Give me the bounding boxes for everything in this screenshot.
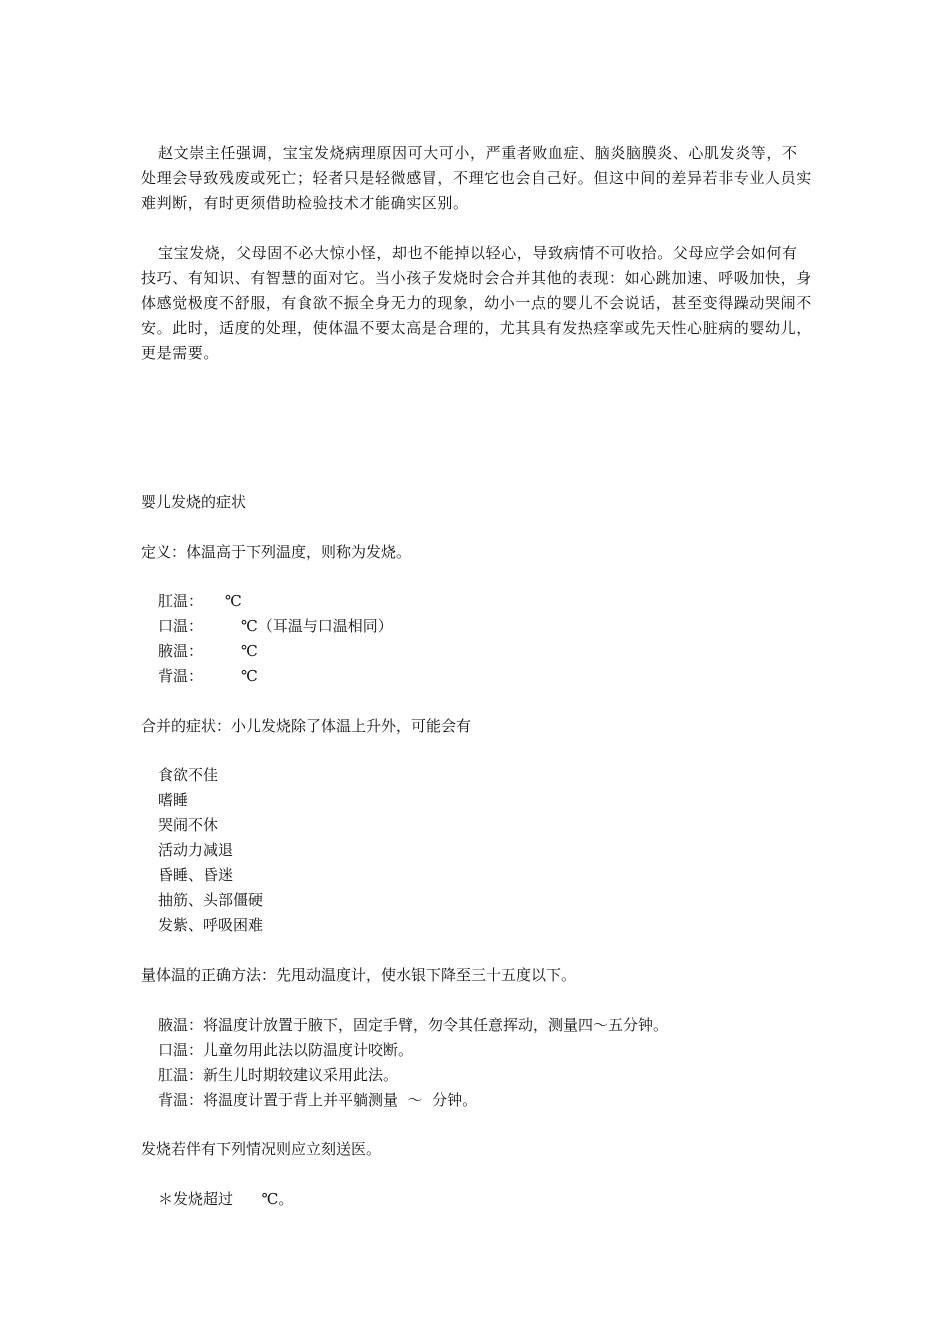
hospital-heading: 发烧若伴有下列情况则应立刻送医。 — [141, 1140, 382, 1158]
list-item: 背温：将温度计置于背上并平躺测量 ～ 分钟。 — [158, 1091, 478, 1109]
list-item: 活动力减退 — [158, 841, 234, 859]
list-item: 腋温：将温度计放置于腋下，固定手臂，勿令其任意挥动，测量四～五分钟。 — [158, 1016, 669, 1034]
measurement-heading: 量体温的正确方法：先甩动温度计，使水银下降至三十五度以下。 — [141, 966, 577, 984]
definition-label-rectal: 肛温： — [158, 592, 204, 610]
list-item: 口温：儿童勿用此法以防温度计咬断。 — [158, 1041, 414, 1059]
definition-value-back: ℃ — [241, 667, 258, 685]
list-item: 发紫、呼吸困难 — [158, 916, 264, 934]
list-item: 昏睡、昏迷 — [158, 866, 234, 884]
intro-paragraph-1: 赵文崇主任强调，宝宝发烧病理原因可大可小，严重者败血症、脑炎脑膜炎、心肌发炎等，不处理会导致残废或死亡；轻者只是轻微感冒，不理它也会自己好。但这中间的差异若非专业人员实难判断，有时更须借助检验技术才能确实区别。 — [141, 144, 812, 212]
intro-paragraph-2: 宝宝发烧，父母固不必大惊小怪，却也不能掉以轻心，导致病情不可收拾。父母应学会如何有技巧、有知识、有智慧的面对它。当小孩子发烧时会合并其他的表现：如心跳加速、呼吸加快，身体感觉极度不舒服，有食欲不振全身无力的现象，幼小一点的婴儿不会说话，甚至变得躁动哭闹不安。此时，适度的处理，使体温不要太高是合理的，尤其具有发热痉挛或先天性心脏病的婴幼儿，更是需要。 — [141, 244, 812, 362]
list-item: 抽筋、头部僵硬 — [158, 891, 264, 909]
definition-value-axillary: ℃ — [241, 642, 258, 660]
measurement-list — [158, 1013, 668, 1113]
symptoms-heading: 合并的症状：小儿发烧除了体温上升外，可能会有 — [141, 717, 472, 735]
list-item: 食欲不佳 — [158, 766, 219, 784]
list-item: 哭闹不休 — [158, 816, 219, 834]
definition-heading: 定义：体温高于下列温度，则称为发烧。 — [141, 543, 412, 561]
definition-value-oral: ℃（耳温与口温相同） — [241, 617, 393, 635]
section-title: 婴儿发烧的症状 — [141, 493, 247, 511]
definition-label-back: 背温： — [158, 667, 204, 685]
list-item: 嗜睡 — [158, 791, 189, 809]
hospital-item: ＊发烧超过 ℃。 — [158, 1190, 294, 1208]
definition-value-rectal: ℃ — [225, 592, 242, 610]
symptoms-list — [158, 763, 263, 938]
definition-label-oral: 口温： — [158, 617, 204, 635]
definition-label-axillary: 腋温： — [158, 642, 204, 660]
list-item: 肛温：新生儿时期较建议采用此法。 — [158, 1066, 399, 1084]
